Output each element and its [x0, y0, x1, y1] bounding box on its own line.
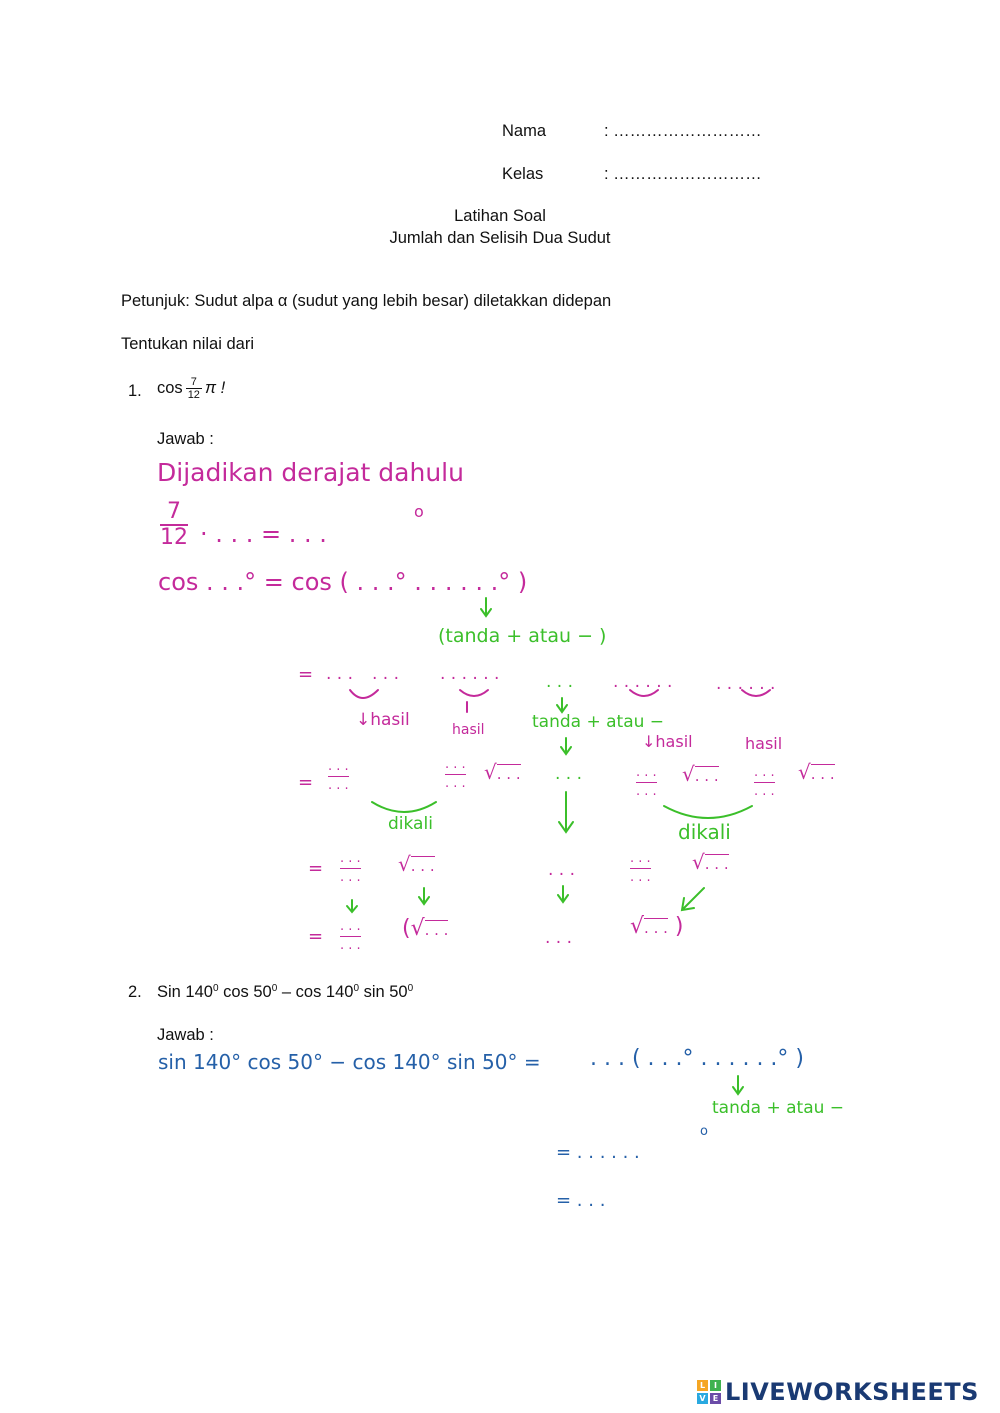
- q1-row7-sqrt-radicand: . . .: [424, 921, 449, 939]
- q2-answer-label: Jawab :: [157, 1026, 214, 1044]
- q1-row4-eq: =: [298, 664, 314, 685]
- q2-text-c: – cos 140: [277, 983, 354, 1001]
- q1-row5-b-den: . . .: [445, 776, 466, 791]
- q1-row6-mid: . . .: [548, 860, 576, 880]
- q1-ink-line1: Dijadikan derajat dahulu: [157, 458, 464, 487]
- q1-row7-sqrt-2: √. . . ): [630, 914, 684, 939]
- instruction-task: Tentukan nilai dari: [121, 335, 254, 353]
- q2-deg-3: 0: [353, 983, 359, 994]
- q1-row7-num: . . .: [340, 918, 361, 937]
- q1-row7-eq: =: [308, 926, 324, 947]
- logo-letter-l: L: [697, 1380, 708, 1391]
- class-field[interactable]: : ………………………: [604, 165, 762, 183]
- q1-row5-c-num: . . .: [636, 764, 657, 783]
- q1-row5-frac-num: . . .: [328, 758, 349, 777]
- q1-row5-sqrt-3-radicand: . . .: [810, 765, 835, 783]
- q1-row7-sqrt: (√. . .: [402, 916, 449, 941]
- logo-text: LIVEWORKSHEETS: [725, 1378, 979, 1406]
- q2-text-d: sin 50: [359, 983, 408, 1001]
- q2-ink-rhs: . . . ( . . .° . . . . . .° ): [590, 1046, 804, 1071]
- q2-text-b: cos 50: [218, 983, 272, 1001]
- q1-hasil-2: hasil: [452, 722, 485, 738]
- q2-ink-degree: o: [700, 1124, 708, 1139]
- q1-ink-frac-den: 12: [160, 525, 188, 550]
- q2-deg-4: 0: [407, 983, 414, 994]
- q1-row7-den: . . .: [340, 938, 361, 953]
- q1-row5-b-num: . . .: [445, 756, 466, 775]
- q1-row4-c: . . . . . .: [440, 664, 500, 684]
- q2-ink-sign-note: tanda + atau −: [712, 1098, 845, 1118]
- q1-row6-sqrt-2-radicand: . . .: [704, 855, 729, 873]
- q2-arrow: [733, 1076, 743, 1094]
- worksheet-title: Latihan Soal: [454, 207, 546, 225]
- q1-row6-den: . . .: [340, 870, 361, 885]
- q1-row6-b-den: . . .: [630, 870, 651, 885]
- q2-ink-line3: = . . .: [556, 1190, 606, 1211]
- q1-suffix: π !: [204, 379, 226, 397]
- q1-ink-degree: o: [414, 502, 424, 521]
- liveworksheets-logo[interactable]: [697, 1378, 979, 1406]
- logo-letter-e: E: [710, 1393, 721, 1404]
- q1-row5-d-num: . . .: [754, 764, 775, 783]
- q1-row5-sqrt-2-radicand: . . .: [694, 767, 719, 785]
- question-1-number: 1.: [128, 382, 142, 400]
- q2-ink-line2: = . . . . . .: [556, 1142, 640, 1163]
- q1-answer-label: Jawab :: [157, 430, 214, 448]
- class-label: Kelas: [502, 165, 544, 183]
- q2-deg-1: 0: [212, 983, 219, 994]
- q1-row6-sqrt-radicand: . . .: [410, 857, 435, 875]
- q1-prefix: cos: [157, 379, 183, 397]
- name-label: Nama: [502, 122, 547, 140]
- q1-frac-num: 7: [186, 376, 202, 389]
- q1-hasil-1: ↓hasil: [356, 710, 410, 730]
- q1-row5-sqrt-1: √. . .: [484, 760, 521, 784]
- q1-row5-sqrt-2: √. . .: [682, 762, 719, 786]
- q1-dikali-2: dikali: [678, 820, 731, 844]
- q1-row4-f: . . . . . .: [716, 674, 776, 694]
- q1-hasil-3: ↓hasil: [642, 732, 693, 751]
- q1-row6-sqrt-2: √. . .: [692, 850, 729, 874]
- q1-row5-c-den: . . .: [636, 784, 657, 799]
- q1-row6-sqrt: √. . .: [398, 852, 435, 876]
- q1-row5-d-den: . . .: [754, 784, 775, 799]
- q2-ink-line1: sin 140° cos 50° − cos 140° sin 50° =: [158, 1050, 541, 1074]
- q1-row6-num: . . .: [340, 850, 361, 869]
- q1-ink-frac-num: 7: [160, 500, 188, 526]
- q1-row7-mid: . . .: [545, 928, 573, 948]
- question-2-number: 2.: [128, 983, 142, 1001]
- q1-row7-sqrt-2-radicand: . . .: [644, 919, 668, 937]
- q1-hasil-4: hasil: [745, 734, 783, 753]
- name-field[interactable]: : ………………………: [604, 122, 762, 140]
- q1-ink-line3: cos . . .° = cos ( . . .° . . . . . .° ): [158, 568, 528, 596]
- q1-ink-sign-note: (tanda + atau − ): [438, 625, 607, 647]
- q1-row5-eq: =: [298, 772, 314, 793]
- q2-deg-2: 0: [271, 983, 278, 994]
- q1-frac-den: 12: [187, 389, 200, 401]
- q1-row4-b: . . .: [372, 664, 400, 684]
- q1-row4-e: . . . . . .: [613, 672, 673, 692]
- q1-row6-b-num: . . .: [630, 850, 651, 869]
- q1-ink-line2: · . . . = . . .: [200, 520, 327, 548]
- q1-row5-sqrt-3: √. . .: [798, 760, 835, 784]
- q1-dikali-1: dikali: [388, 814, 433, 834]
- q1-row6-eq: =: [308, 858, 324, 879]
- logo-letter-v: V: [697, 1393, 708, 1404]
- worksheet-subtitle: Jumlah dan Selisih Dua Sudut: [389, 229, 611, 247]
- logo-letter-i: I: [710, 1380, 721, 1391]
- q1-row5-sqrt-1-radicand: . . .: [496, 765, 521, 783]
- q1-row5-mid: . . .: [555, 764, 583, 784]
- logo-mark: [697, 1380, 721, 1404]
- q1-row4-d: . . .: [546, 672, 574, 692]
- q1-row4-a: . . .: [326, 664, 354, 684]
- instruction-hint: Petunjuk: Sudut alpa α (sudut yang lebih besar) diletakkan didepan: [121, 292, 612, 310]
- q1-row5-frac-den: . . .: [328, 778, 349, 793]
- q2-text-a: Sin 140: [157, 983, 213, 1001]
- q1-sign-note-2: tanda + atau −: [532, 712, 665, 732]
